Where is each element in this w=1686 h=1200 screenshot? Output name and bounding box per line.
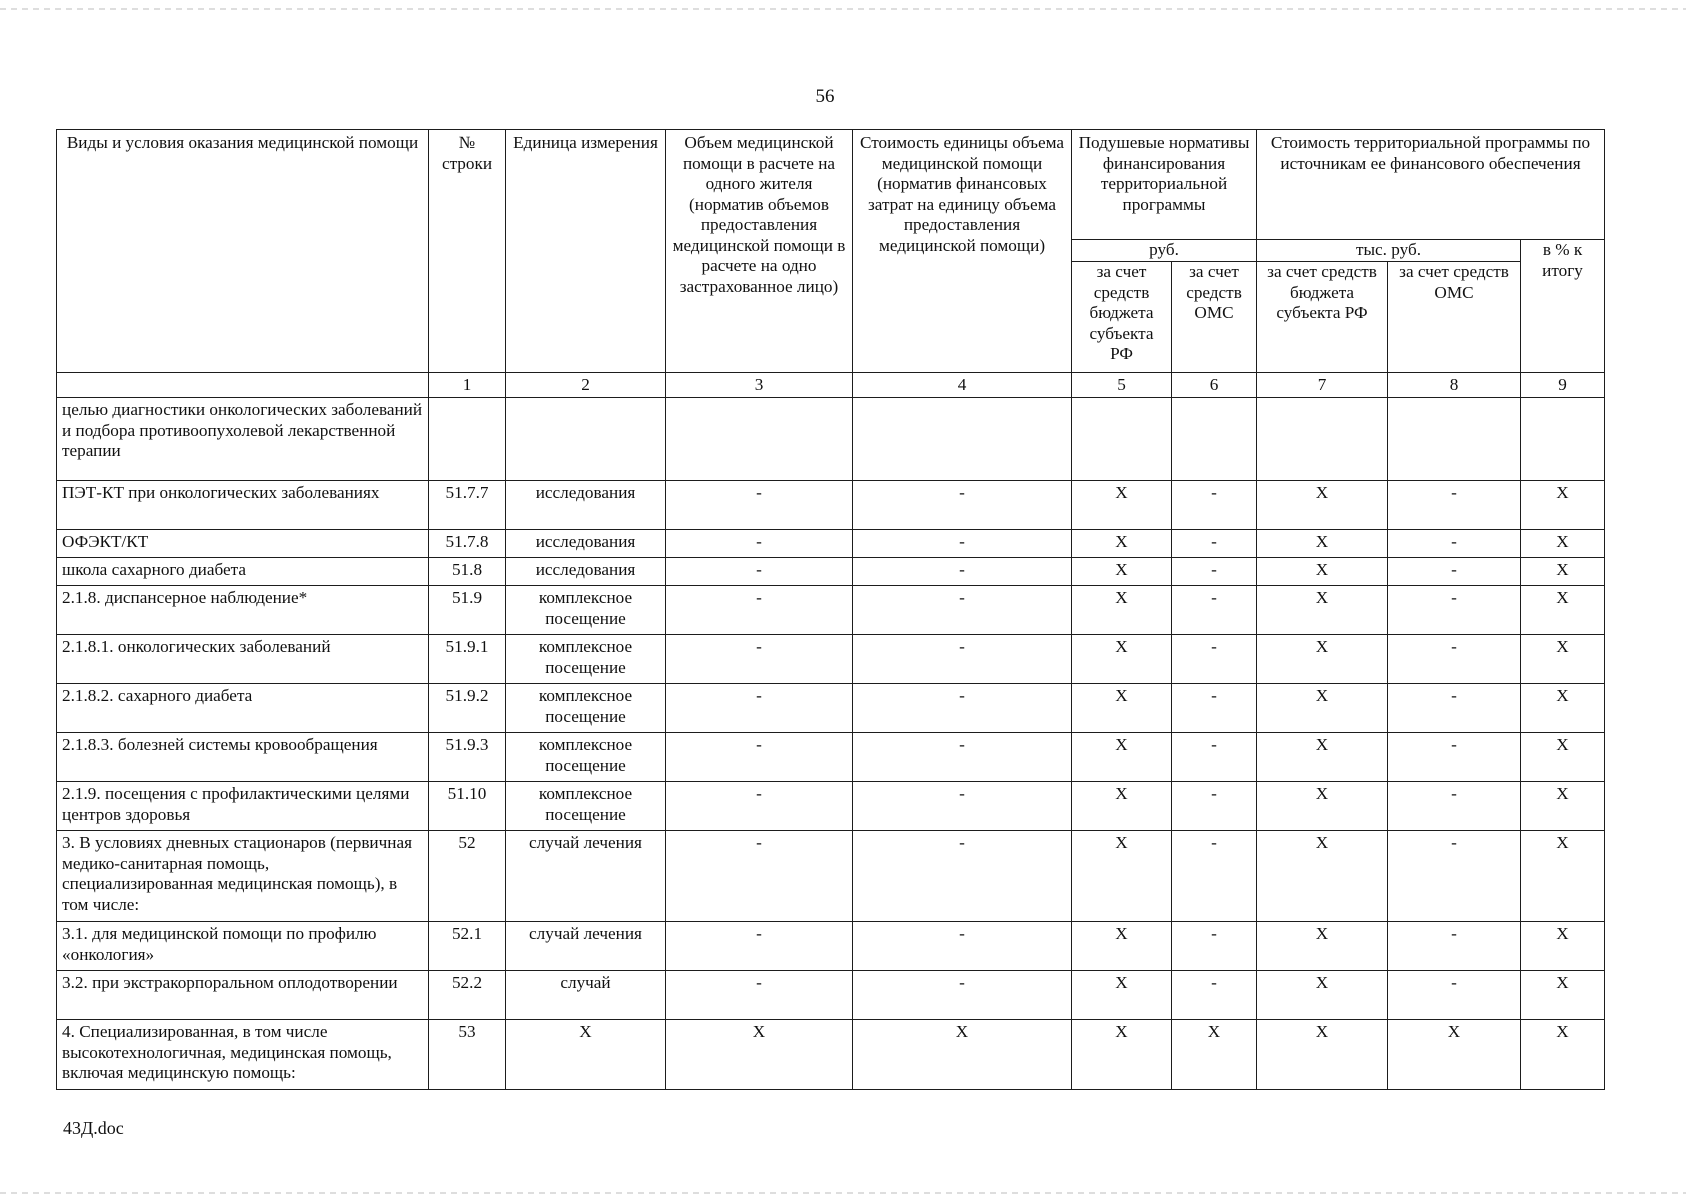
percent-cell: X xyxy=(1521,782,1605,831)
header-oms-thousand: за счет средств ОМС xyxy=(1388,262,1521,373)
row-description: 3.1. для медицинской помощи по профилю «онкология» xyxy=(57,922,429,971)
cost-cell: - xyxy=(853,558,1072,586)
row-number-cell: 51.9 xyxy=(429,586,506,635)
footer-file-name: 43Д.doc xyxy=(63,1118,124,1138)
oms-rub-cell: - xyxy=(1172,635,1257,684)
volume-cell: - xyxy=(666,558,853,586)
unit-cell: X xyxy=(506,1020,666,1090)
budget-thousand-cell: X xyxy=(1257,558,1388,586)
header-volume: Объем медицинской помощи в расчете на одного жителя (норматив объемов предоставления медицинской помощи в расчете на одно застрахованное лицо) xyxy=(666,130,853,373)
unit-cell xyxy=(506,398,666,481)
table-row xyxy=(57,398,1605,481)
oms-rub-cell: - xyxy=(1172,481,1257,530)
budget-rub-cell: X xyxy=(1072,530,1172,558)
oms-thousand-cell: - xyxy=(1388,733,1521,782)
row-description: ПЭТ-КТ при онкологических заболеваниях xyxy=(57,481,429,530)
volume-cell: X xyxy=(666,1020,853,1090)
cost-cell: - xyxy=(853,586,1072,635)
row-number-cell: 52.1 xyxy=(429,922,506,971)
column-number: 5 xyxy=(1072,373,1172,398)
header-percent-total: в % к итогу xyxy=(1521,240,1605,373)
cost-cell: - xyxy=(853,530,1072,558)
row-number-cell: 51.9.2 xyxy=(429,684,506,733)
budget-thousand-cell xyxy=(1257,398,1388,481)
header-unit: Единица измерения xyxy=(506,130,666,373)
oms-rub-cell: - xyxy=(1172,684,1257,733)
budget-thousand-cell: X xyxy=(1257,530,1388,558)
row-number-cell: 53 xyxy=(429,1020,506,1090)
header-per-capita: Подушевые нормативы финансирования территориальной программы xyxy=(1072,130,1257,240)
oms-rub-cell: - xyxy=(1172,922,1257,971)
oms-rub-cell: - xyxy=(1172,733,1257,782)
percent-cell: X xyxy=(1521,635,1605,684)
cost-cell: - xyxy=(853,733,1072,782)
row-description: 2.1.8.1. онкологических заболеваний xyxy=(57,635,429,684)
table-row xyxy=(57,684,1605,733)
oms-thousand-cell: - xyxy=(1388,530,1521,558)
header-row-number: № строки xyxy=(429,130,506,373)
oms-thousand-cell: - xyxy=(1388,684,1521,733)
header-program-cost: Стоимость территориальной программы по источникам ее финансового обеспечения xyxy=(1257,130,1605,240)
unit-cell: комплексное посещение xyxy=(506,733,666,782)
unit-cell: случай xyxy=(506,971,666,1020)
unit-cell: исследования xyxy=(506,530,666,558)
row-description: 2.1.8.2. сахарного диабета xyxy=(57,684,429,733)
page-number: 56 xyxy=(815,86,835,107)
column-number xyxy=(57,373,429,398)
unit-cell: комплексное посещение xyxy=(506,586,666,635)
row-number-cell: 52.2 xyxy=(429,971,506,1020)
row-number-cell: 51.9.3 xyxy=(429,733,506,782)
column-number: 1 xyxy=(429,373,506,398)
medical-care-table xyxy=(56,129,1605,1090)
table-row xyxy=(57,635,1605,684)
budget-thousand-cell: X xyxy=(1257,684,1388,733)
row-number-cell: 51.7.8 xyxy=(429,530,506,558)
unit-cell: комплексное посещение xyxy=(506,684,666,733)
header-unit-cost: Стоимость единицы объема медицинской помощи (норматив финансовых затрат на единицу объема предоставления медицинской помощи) xyxy=(853,130,1072,373)
volume-cell: - xyxy=(666,831,853,922)
budget-rub-cell: X xyxy=(1072,782,1172,831)
oms-thousand-cell: - xyxy=(1388,481,1521,530)
budget-thousand-cell: X xyxy=(1257,481,1388,530)
scan-edge-top xyxy=(0,8,1686,10)
percent-cell xyxy=(1521,398,1605,481)
row-description: школа сахарного диабета xyxy=(57,558,429,586)
column-number: 2 xyxy=(506,373,666,398)
oms-rub-cell: - xyxy=(1172,782,1257,831)
percent-cell: X xyxy=(1521,922,1605,971)
column-number-row xyxy=(57,373,1605,398)
oms-thousand-cell: - xyxy=(1388,831,1521,922)
column-number: 6 xyxy=(1172,373,1257,398)
cost-cell: - xyxy=(853,922,1072,971)
row-description: ОФЭКТ/КТ xyxy=(57,530,429,558)
percent-cell: X xyxy=(1521,1020,1605,1090)
budget-rub-cell: X xyxy=(1072,922,1172,971)
row-number-cell: 51.10 xyxy=(429,782,506,831)
oms-rub-cell: - xyxy=(1172,530,1257,558)
unit-cell: исследования xyxy=(506,558,666,586)
percent-cell: X xyxy=(1521,586,1605,635)
oms-thousand-cell: - xyxy=(1388,782,1521,831)
volume-cell: - xyxy=(666,971,853,1020)
volume-cell: - xyxy=(666,586,853,635)
row-description: целью диагностики онкологических заболеваний и подбора противоопухолевой лекарственной терапии xyxy=(57,398,429,481)
cost-cell: X xyxy=(853,1020,1072,1090)
header-thousand-rub: тыс. руб. xyxy=(1257,240,1521,262)
oms-rub-cell: - xyxy=(1172,586,1257,635)
volume-cell: - xyxy=(666,922,853,971)
table-row xyxy=(57,481,1605,530)
budget-thousand-cell: X xyxy=(1257,971,1388,1020)
percent-cell: X xyxy=(1521,558,1605,586)
budget-rub-cell: X xyxy=(1072,558,1172,586)
budget-thousand-cell: X xyxy=(1257,635,1388,684)
row-number-cell: 51.7.7 xyxy=(429,481,506,530)
table-row xyxy=(57,586,1605,635)
unit-cell: комплексное посещение xyxy=(506,782,666,831)
row-number-cell: 52 xyxy=(429,831,506,922)
budget-rub-cell: X xyxy=(1072,635,1172,684)
budget-thousand-cell: X xyxy=(1257,733,1388,782)
cost-cell: - xyxy=(853,782,1072,831)
oms-rub-cell: - xyxy=(1172,831,1257,922)
header-rub: руб. xyxy=(1072,240,1257,262)
budget-rub-cell xyxy=(1072,398,1172,481)
scan-edge-bottom xyxy=(0,1192,1686,1194)
budget-thousand-cell: X xyxy=(1257,831,1388,922)
oms-thousand-cell: - xyxy=(1388,635,1521,684)
budget-rub-cell: X xyxy=(1072,971,1172,1020)
budget-thousand-cell: X xyxy=(1257,586,1388,635)
unit-cell: комплексное посещение xyxy=(506,635,666,684)
oms-rub-cell: - xyxy=(1172,971,1257,1020)
oms-thousand-cell: - xyxy=(1388,586,1521,635)
budget-thousand-cell: X xyxy=(1257,782,1388,831)
budget-thousand-cell: X xyxy=(1257,922,1388,971)
oms-thousand-cell: - xyxy=(1388,922,1521,971)
percent-cell: X xyxy=(1521,733,1605,782)
column-number: 9 xyxy=(1521,373,1605,398)
table-row xyxy=(57,530,1605,558)
oms-rub-cell: - xyxy=(1172,558,1257,586)
row-description: 2.1.9. посещения с профилактическими целями центров здоровья xyxy=(57,782,429,831)
row-description: 2.1.8.3. болезней системы кровообращения xyxy=(57,733,429,782)
budget-rub-cell: X xyxy=(1072,481,1172,530)
percent-cell: X xyxy=(1521,684,1605,733)
budget-thousand-cell: X xyxy=(1257,1020,1388,1090)
volume-cell: - xyxy=(666,530,853,558)
table-row xyxy=(57,733,1605,782)
table-row xyxy=(57,971,1605,1020)
cost-cell: - xyxy=(853,635,1072,684)
table-row xyxy=(57,782,1605,831)
volume-cell: - xyxy=(666,782,853,831)
cost-cell: - xyxy=(853,684,1072,733)
column-number: 8 xyxy=(1388,373,1521,398)
table-row xyxy=(57,1020,1605,1090)
column-number: 7 xyxy=(1257,373,1388,398)
budget-rub-cell: X xyxy=(1072,1020,1172,1090)
budget-rub-cell: X xyxy=(1072,586,1172,635)
unit-cell: случай лечения xyxy=(506,831,666,922)
column-number: 3 xyxy=(666,373,853,398)
row-description: 3.2. при экстракорпоральном оплодотворении xyxy=(57,971,429,1020)
cost-cell xyxy=(853,398,1072,481)
cost-cell: - xyxy=(853,971,1072,1020)
column-number: 4 xyxy=(853,373,1072,398)
percent-cell: X xyxy=(1521,530,1605,558)
oms-thousand-cell: X xyxy=(1388,1020,1521,1090)
header-budget-rub: за счет средств бюджета субъекта РФ xyxy=(1072,262,1172,373)
row-number-cell: 51.9.1 xyxy=(429,635,506,684)
volume-cell: - xyxy=(666,733,853,782)
row-number-cell: 51.8 xyxy=(429,558,506,586)
budget-rub-cell: X xyxy=(1072,831,1172,922)
volume-cell: - xyxy=(666,635,853,684)
oms-rub-cell xyxy=(1172,398,1257,481)
header-oms-rub: за счет средств ОМС xyxy=(1172,262,1257,373)
table-row xyxy=(57,831,1605,922)
cost-cell: - xyxy=(853,831,1072,922)
medical-care-table-wrapper xyxy=(56,129,1604,1090)
row-description: 2.1.8. диспансерное наблюдение* xyxy=(57,586,429,635)
header-types: Виды и условия оказания медицинской помощи xyxy=(57,130,429,373)
row-description: 4. Специализированная, в том числе высокотехнологичная, медицинская помощь, включая медицинскую помощь: xyxy=(57,1020,429,1090)
oms-thousand-cell: - xyxy=(1388,558,1521,586)
row-description: 3. В условиях дневных стационаров (первичная медико-санитарная помощь, специализированная медицинская помощь), в том числе: xyxy=(57,831,429,922)
budget-rub-cell: X xyxy=(1072,733,1172,782)
volume-cell: - xyxy=(666,481,853,530)
oms-thousand-cell xyxy=(1388,398,1521,481)
budget-rub-cell: X xyxy=(1072,684,1172,733)
percent-cell: X xyxy=(1521,971,1605,1020)
oms-rub-cell: X xyxy=(1172,1020,1257,1090)
volume-cell xyxy=(666,398,853,481)
cost-cell: - xyxy=(853,481,1072,530)
table-row xyxy=(57,922,1605,971)
unit-cell: исследования xyxy=(506,481,666,530)
oms-thousand-cell: - xyxy=(1388,971,1521,1020)
row-number-cell xyxy=(429,398,506,481)
volume-cell: - xyxy=(666,684,853,733)
percent-cell: X xyxy=(1521,481,1605,530)
table-row xyxy=(57,558,1605,586)
header-budget-thousand: за счет средств бюджета субъекта РФ xyxy=(1257,262,1388,373)
unit-cell: случай лечения xyxy=(506,922,666,971)
percent-cell: X xyxy=(1521,831,1605,922)
